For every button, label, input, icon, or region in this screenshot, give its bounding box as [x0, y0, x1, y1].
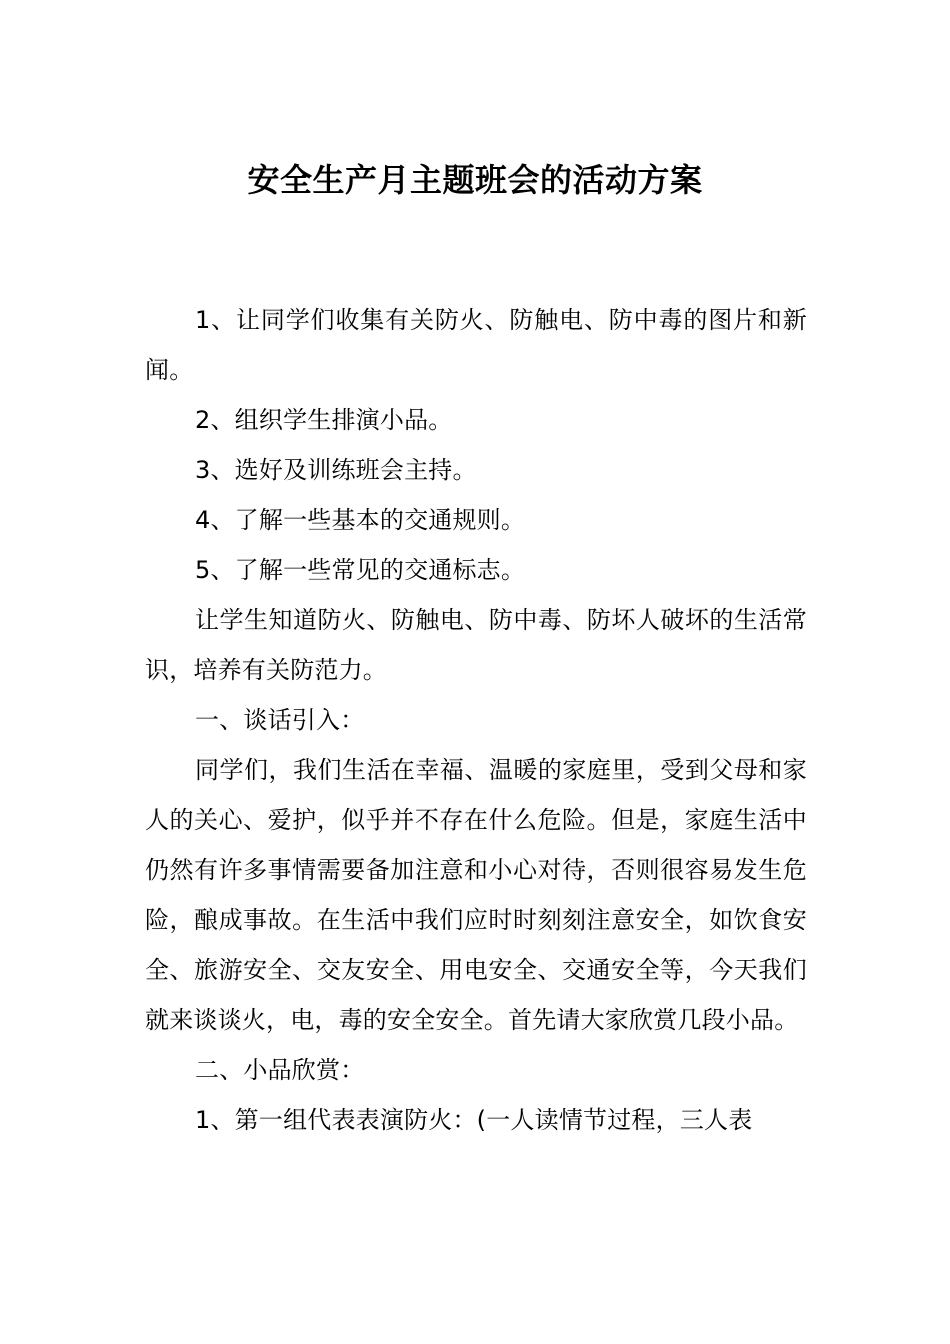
paragraph-1: 1、让同学们收集有关防火、防触电、防中毒的图片和新闻。 — [145, 306, 807, 384]
paragraph-5: 5、了解一些常见的交通标志。 — [195, 556, 526, 584]
paragraph-4: 4、了解一些基本的交通规则。 — [195, 506, 526, 534]
paragraph-skit-1: 1、第一组代表表演防火：(一人读情节过程，三人表 — [195, 1106, 753, 1134]
paragraph-2: 2、组织学生排演小品。 — [195, 406, 453, 434]
paragraph-3: 3、选好及训练班会主持。 — [195, 456, 477, 484]
paragraph-intro-talk: 同学们，我们生活在幸福、温暖的家庭里，受到父母和家人的关心、爱护，似乎并不存在什么危险。但是，家庭生活中仍然有许多事情需要备加注意和小心对待，否则很容易发生危险，酿成事故。在生活中我们应时时刻刻注意安全，如饮食安全、旅游安全、交友安全、用电安全、交通安全等，今天我们就来谈谈火，电，毒的安全安全。首先请大家欣赏几段小品。 — [145, 756, 807, 1034]
paragraph-6: 让学生知道防火、防触电、防中毒、防坏人破坏的生活常识，培养有关防范力。 — [145, 606, 807, 684]
section-heading-intro: 一、谈话引入： — [195, 706, 365, 734]
document-title: 安全生产月主题班会的活动方案 — [247, 161, 703, 199]
document-body — [145, 295, 807, 1145]
section-heading-skits: 二、小品欣赏： — [195, 1056, 365, 1084]
